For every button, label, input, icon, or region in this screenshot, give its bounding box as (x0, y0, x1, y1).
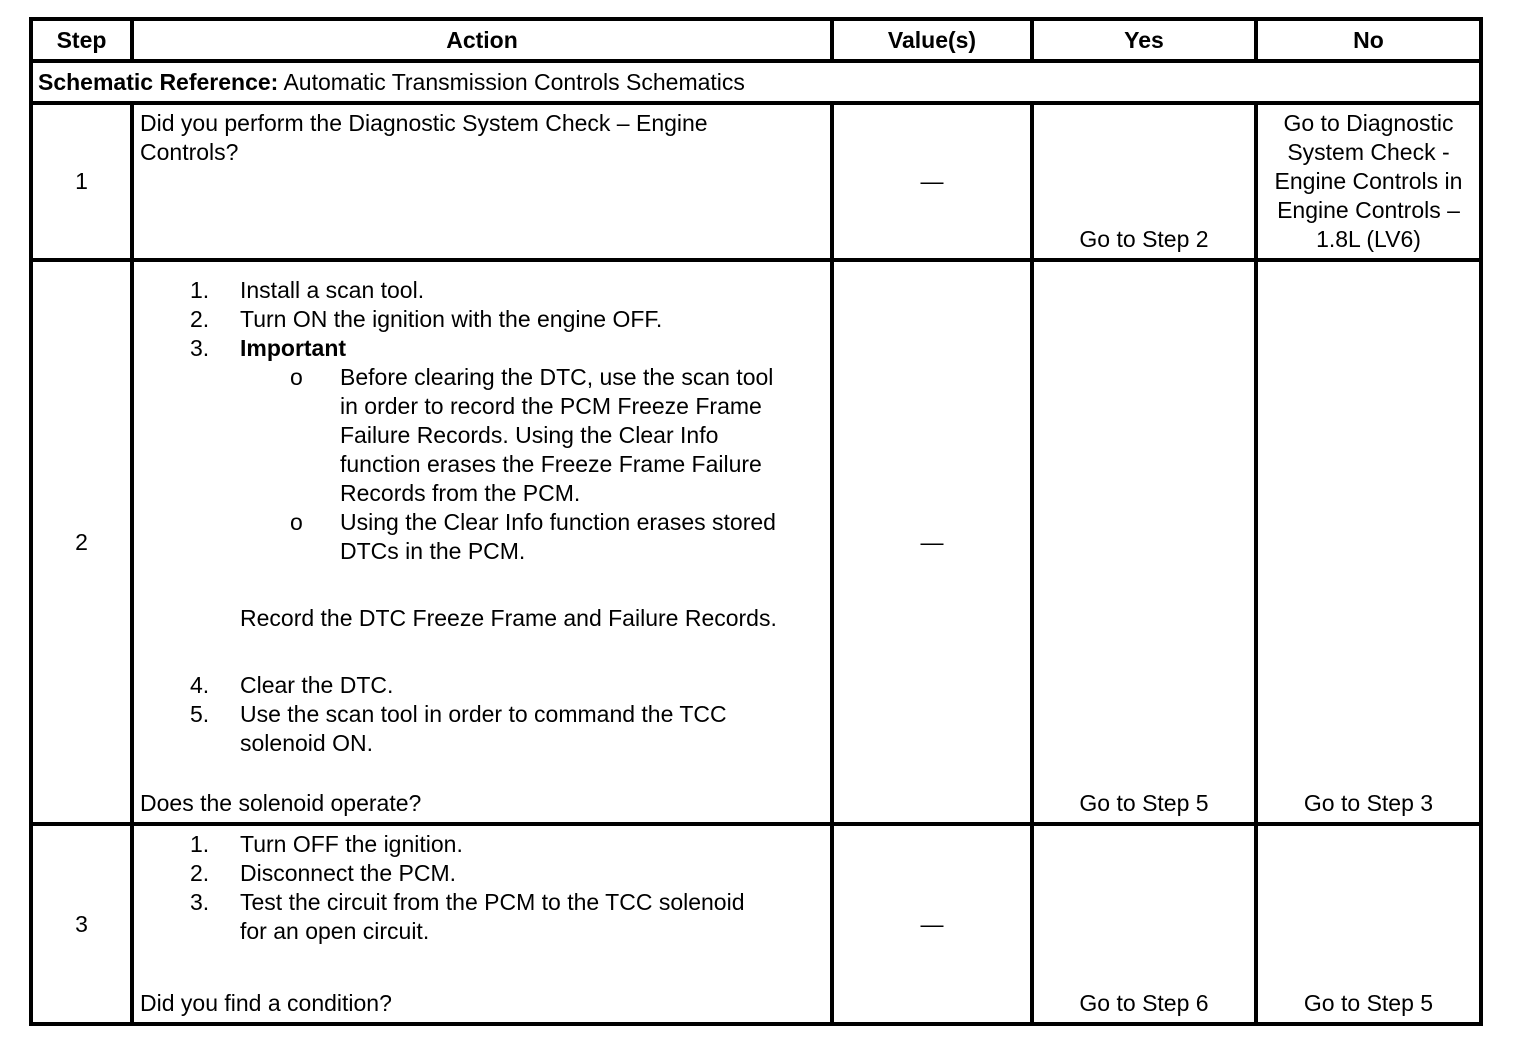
list-item (140, 859, 824, 888)
list-item (140, 671, 824, 700)
list-item (140, 700, 824, 758)
sub-text: DTCs in the PCM. (340, 538, 526, 564)
list-item (140, 276, 824, 305)
record-instruction: Record the DTC Freeze Frame and Failure Records. (240, 605, 777, 631)
action-cell (134, 826, 834, 1026)
step-number: 2 (33, 262, 134, 826)
sub-text: Using the Clear Info function erases stored (340, 509, 776, 535)
value-cell: — (834, 105, 1034, 262)
step-number: 1 (33, 105, 134, 262)
list-number: 3. (190, 335, 210, 361)
list-number: 4. (190, 672, 210, 698)
header-no: No (1258, 21, 1483, 63)
bullet-icon: o (290, 509, 303, 535)
list-number: 3. (190, 889, 210, 915)
sub-list-item (140, 508, 824, 566)
yes-cell: Go to Step 6 (1034, 826, 1258, 1026)
header-step: Step (33, 21, 134, 63)
no-text: Engine Controls – (1277, 197, 1460, 223)
important-heading: Important (240, 335, 347, 361)
list-text: Clear the DTC. (240, 672, 394, 698)
no-text: Engine Controls in (1274, 168, 1463, 194)
list-text: Install a scan tool. (240, 277, 425, 303)
list-item (140, 830, 824, 859)
yes-cell: Go to Step 2 (1034, 105, 1258, 262)
table-row (33, 826, 1483, 1026)
question-text: Does the solenoid operate? (140, 790, 422, 816)
list-number: 1. (190, 277, 210, 303)
step-number: 3 (33, 826, 134, 1026)
sub-text: Records from the PCM. (340, 480, 581, 506)
header-yes: Yes (1034, 21, 1258, 63)
no-cell: Go to Step 3 (1258, 262, 1483, 826)
question-text: Did you find a condition? (140, 990, 392, 1016)
action-cell (134, 262, 834, 826)
sub-list-item (140, 363, 824, 508)
list-item (140, 305, 824, 334)
schematic-row (33, 63, 1483, 105)
schematic-text: Automatic Transmission Controls Schematics (278, 68, 745, 95)
header-row (33, 21, 1483, 63)
no-cell (1258, 105, 1483, 262)
list-text: Disconnect the PCM. (240, 860, 457, 886)
no-text: 1.8L (LV6) (1316, 226, 1421, 252)
list-text: Turn OFF the ignition. (240, 831, 463, 857)
value-cell: — (834, 826, 1034, 1026)
list-text: Turn ON the ignition with the engine OFF. (240, 306, 663, 332)
value-cell: — (834, 262, 1034, 826)
schematic-label: Schematic Reference: (38, 68, 279, 95)
sub-text: in order to record the PCM Freeze Frame (340, 393, 762, 419)
yes-cell: Go to Step 5 (1034, 262, 1258, 826)
list-item (140, 334, 824, 363)
sub-text: function erases the Freeze Frame Failure (340, 451, 762, 477)
no-cell: Go to Step 5 (1258, 826, 1483, 1026)
list-text: Use the scan tool in order to command the TCC (240, 701, 727, 727)
no-text: System Check - (1287, 139, 1450, 165)
list-text: for an open circuit. (240, 918, 430, 944)
list-number: 2. (190, 860, 210, 886)
list-text: Test the circuit from the PCM to the TCC solenoid (240, 889, 745, 915)
list-number: 5. (190, 701, 210, 727)
no-text: Go to Diagnostic (1283, 110, 1454, 136)
header-values: Value(s) (834, 21, 1034, 63)
list-number: 1. (190, 831, 210, 857)
list-number: 2. (190, 306, 210, 332)
action-cell (134, 105, 834, 262)
schematic-reference (33, 63, 1483, 105)
sub-text: Failure Records. Using the Clear Info (340, 422, 719, 448)
list-text: solenoid ON. (240, 730, 373, 756)
action-text: Controls? (140, 139, 239, 165)
action-text: Did you perform the Diagnostic System Check – Engine (140, 110, 708, 136)
bullet-icon: o (290, 364, 303, 390)
diagnostic-table (29, 17, 1483, 1026)
sub-text: Before clearing the DTC, use the scan tool (340, 364, 774, 390)
header-action: Action (134, 21, 834, 63)
table-row (33, 105, 1483, 262)
table-row (33, 262, 1483, 826)
list-item (140, 888, 824, 946)
